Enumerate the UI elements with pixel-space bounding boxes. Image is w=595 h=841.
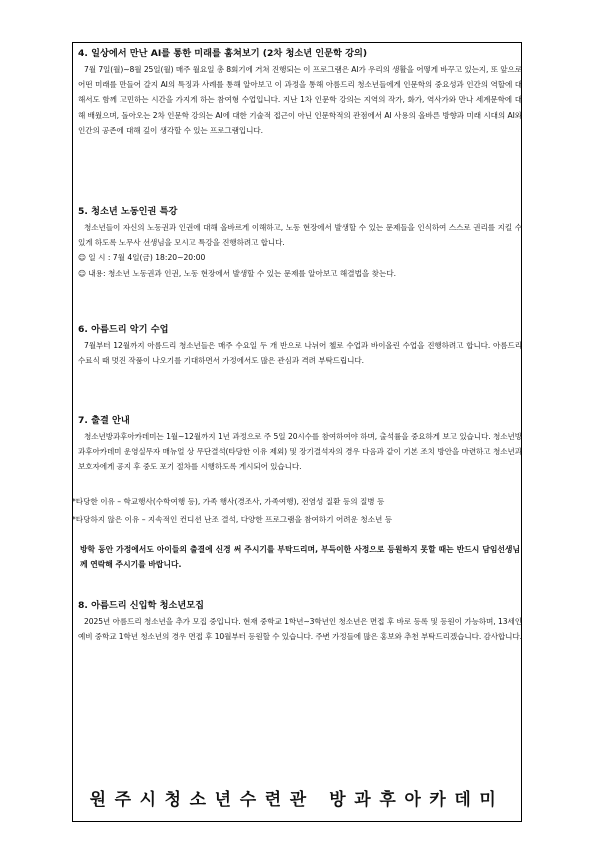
section-recruitment [78, 600, 522, 644]
section-title: 5. 청소년 노동인권 특강 [78, 206, 178, 217]
attendance-notice [80, 542, 520, 572]
section-title: 6. 아름드리 악기 수업 [78, 324, 169, 335]
section-body: 7월부터 12월까지 아름드리 청소년들은 매주 수요일 두 개 반으로 나뉘어 첼로 수업과 바이올린 수업을 진행하려고 합니다. 아름드리 수료식 때 멋진 작품이 나오기를 기대하면서 가정에서도 많은 관심과 격려 부탁드립니다. [78, 341, 522, 366]
event-content-line: ☺ 내용: 청소년 노동권과 인권, 노동 현장에서 발생할 수 있는 문제를 알아보고 해결법을 찾는다. [78, 268, 397, 278]
section-body: 청소년들이 자신의 노동권과 인권에 대해 올바르게 이해하고, 노동 현장에서 발생할 수 있는 문제들을 인식하여 스스로 권리를 지킬 수 있게 하도록 노무사 선생님을 모시고 특강을 진행하려고 합니다. [78, 223, 522, 248]
section-title: 7. 출결 안내 [78, 415, 130, 426]
note-invalid-reason: *타당하지 않은 이유 – 지속적인 컨디션 난조 결석, 다양한 프로그램을 참여하기 어려운 청소년 등 [72, 515, 393, 524]
section-ai-humanities [78, 48, 522, 138]
section-body: 2025년 아름드리 청소년을 추가 모집 중입니다. 현재 중학교 1학년~3학년인 청소년은 면접 후 바로 등록 및 등원이 가능하며, 13세인 예비 중학교 1학년 청소년의 경우 면접 후 10월부터 등원할 수 있습니다. 주변 가정들에 많은 홍보와 추천 부탁드리겠습니다. 감사합니다. [78, 617, 522, 642]
event-date-line: ☺ 일 시 : 7월 4일(금) 18:20~20:00 [78, 253, 206, 263]
notice-text: 방학 동안 가정에서도 아이들의 출결에 신경 써 주시기를 부탁드리며, 부득이한 사정으로 등원하지 못할 때는 반드시 담임선생님께 연락해 주시기를 바랍니다. [80, 545, 520, 570]
section-title: 4. 일상에서 만난 AI를 통한 미래를 훔쳐보기 (2차 청소년 인문학 강의) [78, 48, 368, 59]
section-body: 7월 7일(월)~8월 25일(월) 매주 월요일 총 8회기에 거쳐 진행되는 이 프로그램은 AI가 우리의 생활을 어떻게 바꾸고 있는지, 또 앞으로 어떤 미래를 만들어 갈지 AI의 특징과 사례를 통해 알아보고 이 과정을 통해 아름드리 청소년들에게 인문학의 중요성과 인간의 역할에 대해서도 함께 고민하는 시간을 가지게 하는 참여형 수업입니다. 지난 1차 인문학 강의는 지역의 작가, 화가, 역사가와 만나 세계문학에 대해 배웠으며, 돌아오는 2차 인문학 강의는 AI에 대한 기술적 접근이 아닌 인문학적의 관점에서 AI 사용의 올바른 방향과 미래 시대의 AI와 인간의 공존에 대해 깊이 생각할 수 있는 프로그램입니다. [78, 65, 522, 135]
section-labor-rights [78, 206, 522, 281]
section-instrument-class [78, 324, 522, 368]
section-title: 8. 아름드리 신입학 청소년모집 [78, 600, 204, 611]
section-body: 청소년방과후아카데미는 1월~12월까지 1년 과정으로 주 5일 20시수를 참여하여야 하며, 출석률을 중요하게 보고 있습니다. 청소년방과후아카데미 운영실무자 매뉴얼 상 무단결석(타당한 이유 제외) 및 장기결석자의 경우 다음과 같이 기본 조치 방안을 마련하고 청소년과 보호자에게 공지 후 중도 포기 절차를 시행하도록 게시되어 있습니다. [78, 432, 522, 472]
section-attendance [78, 415, 522, 475]
note-valid-reason: *타당한 이유 – 학교행사(수학여행 등), 가족 행사(경조사, 가족여행), 전염성 질환 등의 질병 등 [72, 497, 385, 506]
organization-footer: 원주시청소년수련관 방과후아카데미 [89, 790, 505, 810]
